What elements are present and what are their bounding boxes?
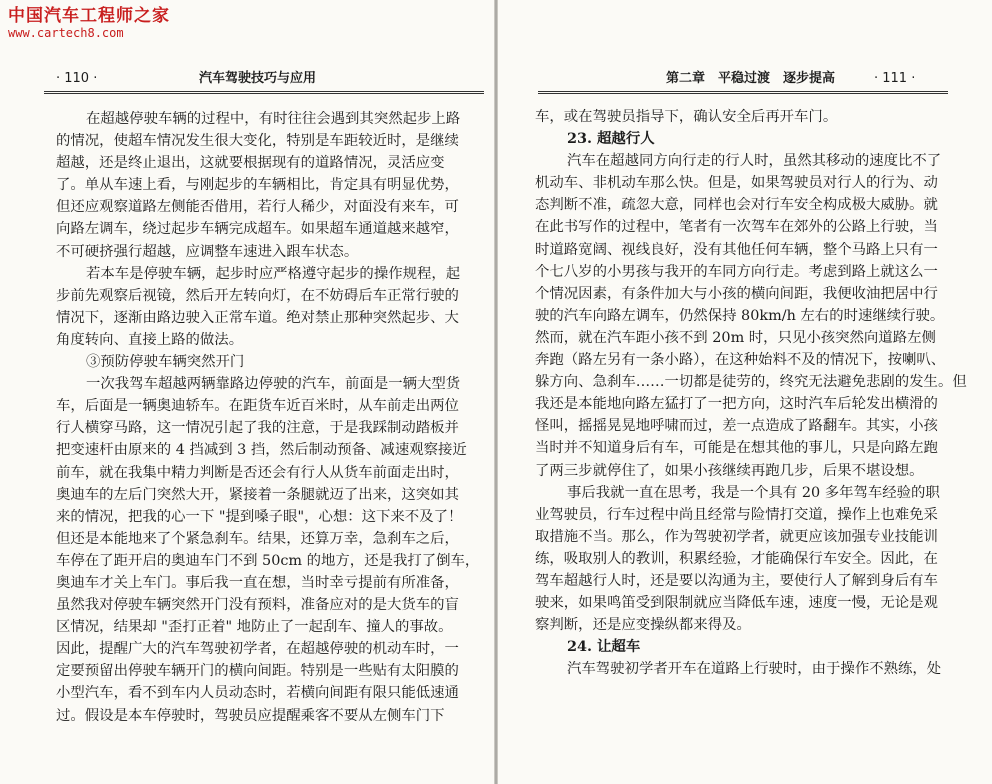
text-line: 因此，提醒广大的汽车驾驶初学者，在超越停驶的机动车时，一 — [56, 641, 459, 658]
text-line: 车，后面是一辆奥迪轿车。在距货车近百米时，从车前走出两位 — [56, 398, 459, 415]
text-line: 一次我驾车超越两辆靠路边停驶的汽车，前面是一辆大型货 — [86, 376, 461, 393]
left-running-header — [44, 70, 484, 88]
left-running-title: 汽车驾驶技巧与应用 — [199, 71, 317, 86]
left-body-text — [56, 108, 479, 727]
text-line: 驶的汽车向路左调车，仍然保持 80km/h 左右的时速继续行驶。 — [535, 307, 945, 324]
text-line: 汽车在超越同方向行走的行人时，虽然其移动的速度比不了 — [567, 153, 942, 170]
text-line: 练，吸取别人的教训，积累经验，才能确保行车安全。因此，在 — [535, 550, 938, 567]
text-line: 奥迪车的左后门突然大开，紧接着一条腿就迈了出来，这突如其 — [56, 486, 459, 503]
text-line: 车停在了距开启的奥迪车门不到 50cm 的地方，还是我打了倒车， — [56, 552, 480, 569]
text-line: 前车，就在我集中精力判断是否还会有行人从货车前面走出时， — [56, 464, 459, 481]
right-running-title: 第二章 平稳过渡 逐步提高 — [666, 71, 836, 86]
text-line: 然而，就在汽车距小孩不到 20m 时，只见小孩突然向道路左侧 — [535, 329, 936, 346]
text-line: 若本车是停驶车辆，起步时应严格遵守起步的操作规程，起 — [86, 265, 461, 282]
text-line: 察判断，还是应变操纵都来得及。 — [535, 617, 751, 634]
right-header-rule — [538, 91, 948, 94]
section-heading: 23. 超越行人 — [567, 130, 655, 148]
text-line: 当时并不知道身后有车，可能是在想其他的事儿，只是向路左跑 — [535, 440, 938, 457]
right-running-header — [538, 70, 948, 88]
text-line: 定要预留出停驶车辆开门的横向间距。特别是一些贴有太阳膜的 — [56, 663, 459, 680]
text-line: 车，或在驾驶员指导下，确认安全后再开车门。 — [535, 109, 838, 125]
section-heading: 24. 让超车 — [567, 638, 641, 656]
text-line: 个情况因素，有条件加大与小孩的横向间距，我便收油把居中行 — [535, 285, 938, 302]
text-line: 驾车超越行人时，还是要以沟通为主，要使行人了解到身后有车 — [535, 572, 938, 589]
text-line: 把变速杆由原来的 4 挡减到 3 挡，然后制动预备、减速观察接近 — [56, 442, 467, 459]
text-line: 怪叫，摇摇晃晃地呼啸而过，差一点造成了路翻车。其实，小孩 — [535, 418, 938, 435]
text-line: 态判断不准，疏忽大意，同样也会对行车安全构成极大威胁。就 — [535, 197, 938, 214]
text-line: 不可硬挤强行超越，应调整车速进入跟车状态。 — [56, 243, 359, 260]
text-line: 但还是本能地来了个紧急刹车。结果，还算万幸，急刹车之后， — [56, 530, 459, 547]
text-line: 在超越停驶车辆的过程中，有时往往会遇到其突然起步上路 — [86, 111, 461, 127]
text-line: 躲方向、急刹车……一切都是徒劳的，终究无法避免悲剧的发生。但 — [535, 374, 967, 391]
text-line: 时道路宽阔、视线良好，没有其他任何车辆，整个马路上只有一 — [535, 241, 938, 258]
left-header-rule — [44, 91, 484, 94]
text-line: 行人横穿马路，这一情况引起了我的注意，于是我踩制动踏板并 — [56, 420, 459, 437]
text-line: 驶来，如果鸣笛受到限制就应当降低车速，速度一慢，无论是观 — [535, 595, 938, 612]
watermark-url: www.cartech8.com — [8, 26, 124, 40]
watermark-title: 中国汽车工程师之家 — [8, 6, 170, 26]
text-line: 区情况，结果却 "歪打正着" 地防止了一起刮车、撞人的事故。 — [56, 619, 453, 636]
text-line: 超越，还是终止退出，这就要根据现有的道路情况，灵活应变 — [56, 155, 445, 172]
text-line: 了。单从车速上看，与刚起步的车辆相比，肯定具有明显优势， — [56, 177, 459, 194]
text-line: 过。假设是本车停驶时，驾驶员应提醒乘客不要从左侧车门下 — [56, 707, 445, 724]
text-line: 在此书写作的过程中，笔者有一次驾车在郊外的公路上行驶，当 — [535, 219, 938, 236]
text-line: 的情况，使超车情况发生很大变化，特别是车距较近时，是继续 — [56, 133, 459, 150]
text-line: ③预防停驶车辆突然开门 — [86, 354, 245, 371]
site-watermark — [8, 6, 170, 40]
right-body-text — [535, 106, 967, 680]
text-line: 机动车、非机动车那么快。但是，如果驾驶员对行人的行为、动 — [535, 175, 938, 192]
text-line: 角度转向、直接上路的做法。 — [56, 331, 244, 348]
text-line: 小型汽车，看不到车内人员动态时，若横向间距有限只能低速通 — [56, 685, 459, 702]
right-page-number: · 111 · — [874, 71, 916, 86]
text-line: 奥迪车才关上车门。事后我一直在想，当时幸亏提前有所准备， — [56, 574, 459, 591]
text-line: 事后我就一直在思考，我是一个具有 20 多年驾车经验的职 — [567, 484, 940, 501]
book-gutter — [494, 0, 498, 784]
text-line: 来的情况，把我的心一下 "提到嗓子眼"，心想：这下来不及了！ — [56, 508, 463, 525]
text-line: 个七八岁的小男孩与我开的车同方向行走。考虑到路上就这么一 — [535, 263, 938, 280]
text-line: 取措施不当。那么，作为驾驶初学者，就更应该加强专业技能训 — [535, 528, 938, 545]
text-line: 但还应观察道路左侧能否借用，若行人稀少，对面没有来车，可 — [56, 199, 459, 216]
text-line: 汽车驾驶初学者开车在道路上行驶时，由于操作不熟练，处 — [567, 661, 942, 678]
text-line: 虽然我对停驶车辆突然开门没有预料，准备应对的是大货车的盲 — [56, 597, 459, 614]
text-line: 情况下，逐渐由路边驶入正常车道。绝对禁止那种突然起步、大 — [56, 309, 459, 326]
text-line: 我还是本能地向路左猛打了一把方向，这时汽车后轮发出横滑的 — [535, 396, 938, 413]
text-line: 奔跑（路左另有一条小路），在这种始料不及的情况下，按喇叭、 — [535, 352, 946, 369]
text-line: 业驾驶员，行车过程中尚且经常与险情打交道，操作上也难免采 — [535, 506, 938, 523]
text-line: 向路左调车，绕过起步车辆完成超车。如果超车通道越来越窄， — [56, 221, 459, 238]
text-line: 步前先观察后视镜，然后开左转向灯，在不妨碍后车正常行驶的 — [56, 287, 459, 304]
left-page-number: · 110 · — [56, 71, 98, 86]
text-line: 了两三步就停住了，如果小孩继续再跑几步，后果不堪设想。 — [535, 462, 924, 479]
